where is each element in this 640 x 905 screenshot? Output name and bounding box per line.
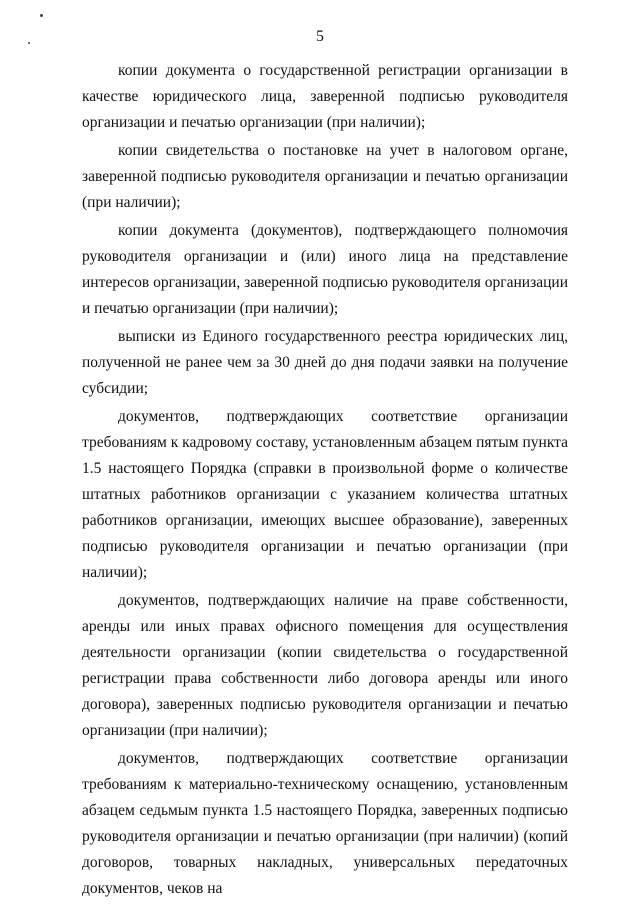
document-body (82, 58, 568, 904)
scan-speck (40, 14, 43, 17)
paragraph-egrul-extract: выписки из Единого государственного реестра юридических лиц, полученной не ранее чем за 30 дней до дня подачи заявки на получение субсидии; (82, 328, 568, 397)
paragraph-technical-equipment: документов, подтверждающих соответствие организации требованиям к материально-техническому оснащению, установленным абзацем седьмым пункта 1.5 настоящего Порядка, заверенных подписью руководителя организации и печатью организации (при наличии) (копий договоров, товарных накладных, универсальных передаточных документов, чеков на (82, 750, 568, 897)
page-number: 5 (316, 28, 324, 45)
paragraph-office-premises: документов, подтверждающих наличие на праве собственности, аренды или иных правах офисного помещения для осуществления деятельности организации (копии свидетельства о государственной регистрации права собственности либо договора аренды или иного договора), заверенных подписью руководителя организации и печатью организации (при наличии); (82, 592, 568, 739)
paragraph-tax-certificate: копии свидетельства о постановке на учет в налоговом органе, заверенной подписью руководителя организации и печатью организации (при наличии); (82, 142, 568, 211)
paragraph-staff-requirements: документов, подтверждающих соответствие организации требованиям к кадровому составу, установленным абзацем пятым пункта 1.5 настоящего Порядка (справки в произвольной форме о количестве штатных работников организации с указанием количества штатных работников организации, имеющих высшее образование), заверенных подписью руководителя организации и печатью организации (при наличии); (82, 408, 568, 581)
paragraph-authority-documents: копии документа (документов), подтверждающего полномочия руководителя организации и (или) иного лица на представление интересов организации, заверенной подписью руководителя организации и печатью организации (при наличии); (82, 222, 568, 317)
paragraph-registration-copy: копии документа о государственной регистрации организации в качестве юридического лица, заверенной подписью руководителя организации и печатью организации (при наличии); (82, 62, 568, 131)
